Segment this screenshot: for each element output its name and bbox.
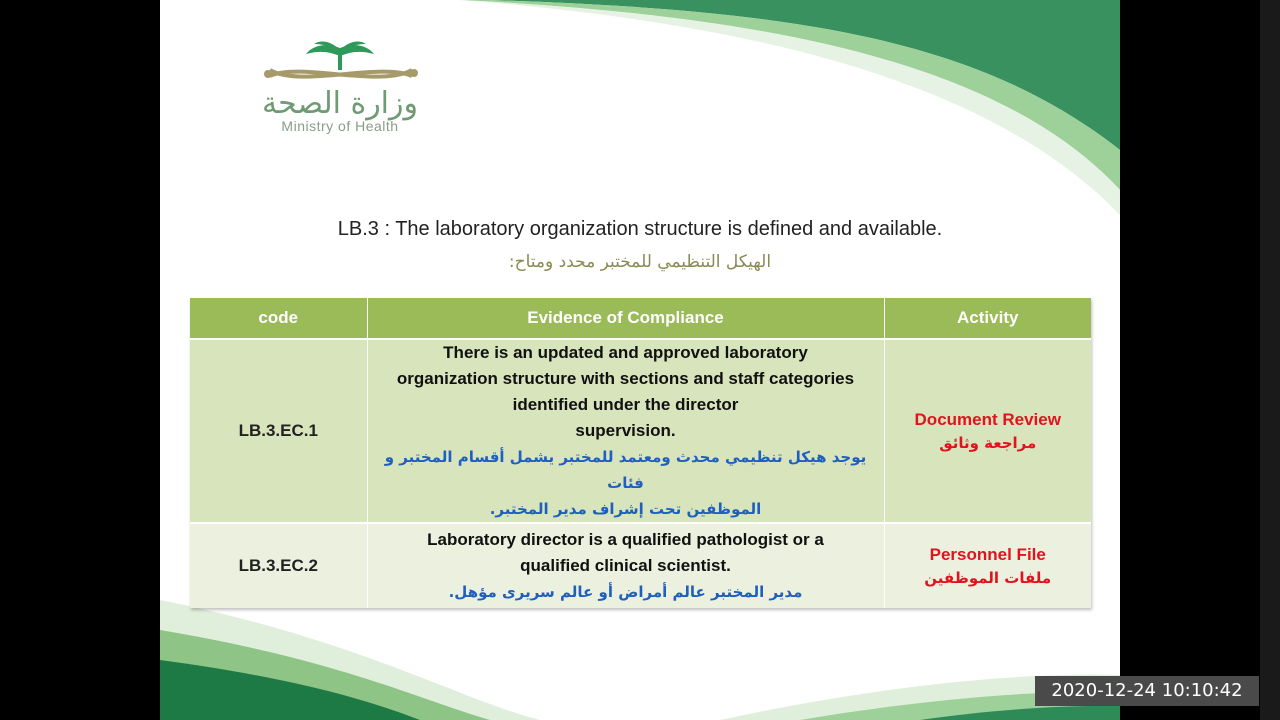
evidence-arabic-line: الموظفين تحت إشراف مدير المختبر. xyxy=(489,500,762,518)
evidence-english xyxy=(368,527,884,579)
activity-cell xyxy=(884,523,1091,608)
evidence-line: There is an updated and approved laboratory xyxy=(443,343,808,362)
evidence-english xyxy=(368,340,884,444)
evidence-arabic-line: مدير المختبر عالم أمراض أو عالم سريرى مؤهل. xyxy=(448,583,803,601)
activity-arabic: مراجعة وثائق xyxy=(939,434,1037,452)
code-cell: LB.3.EC.2 xyxy=(190,523,367,608)
evidence-arabic xyxy=(368,579,884,605)
activity-arabic: ملفات الموظفين xyxy=(924,569,1052,587)
evidence-arabic xyxy=(368,444,884,522)
evidence-line: qualified clinical scientist. xyxy=(520,556,731,575)
palm-swords-emblem-icon xyxy=(230,40,450,90)
activity-cell xyxy=(884,339,1091,523)
evidence-cell xyxy=(367,339,884,523)
logo-english-text: Ministry of Health xyxy=(281,118,399,134)
evidence-line: identified under the director xyxy=(512,395,739,414)
ministry-of-health-logo xyxy=(230,40,450,135)
presentation-slide xyxy=(160,0,1120,720)
slide-title-english: LB.3 : The laboratory organization structure is defined and available. xyxy=(337,218,943,240)
evidence-arabic-line: يوجد هيكل تنظيمي محدث ومعتمد للمختبر يشمل أقسام المختبر و فئات xyxy=(384,448,867,492)
column-header-activity: Activity xyxy=(884,298,1091,339)
evidence-line: Laboratory director is a qualified pathologist or a xyxy=(427,530,824,549)
table-header-row xyxy=(190,298,1091,339)
table-row xyxy=(190,339,1091,523)
video-edge-strip xyxy=(1260,0,1280,720)
logo-arabic-text: وزارة الصحة xyxy=(262,86,418,121)
compliance-table xyxy=(190,298,1091,608)
activity-english: Document Review xyxy=(914,410,1061,429)
table-row xyxy=(190,523,1091,608)
timestamp-overlay: 2020-12-24 10:10:42 xyxy=(1035,676,1259,706)
evidence-line: supervision. xyxy=(575,421,676,440)
activity-english: Personnel File xyxy=(929,545,1046,564)
column-header-evidence: Evidence of Compliance xyxy=(367,298,884,339)
evidence-line: organization structure with sections and staff categories xyxy=(396,369,855,388)
code-cell: LB.3.EC.1 xyxy=(190,339,367,523)
column-header-code: code xyxy=(190,298,367,339)
slide-title-arabic: الهيكل التنظيمي للمختبر محدد ومتاح: xyxy=(508,252,772,272)
evidence-cell xyxy=(367,523,884,608)
